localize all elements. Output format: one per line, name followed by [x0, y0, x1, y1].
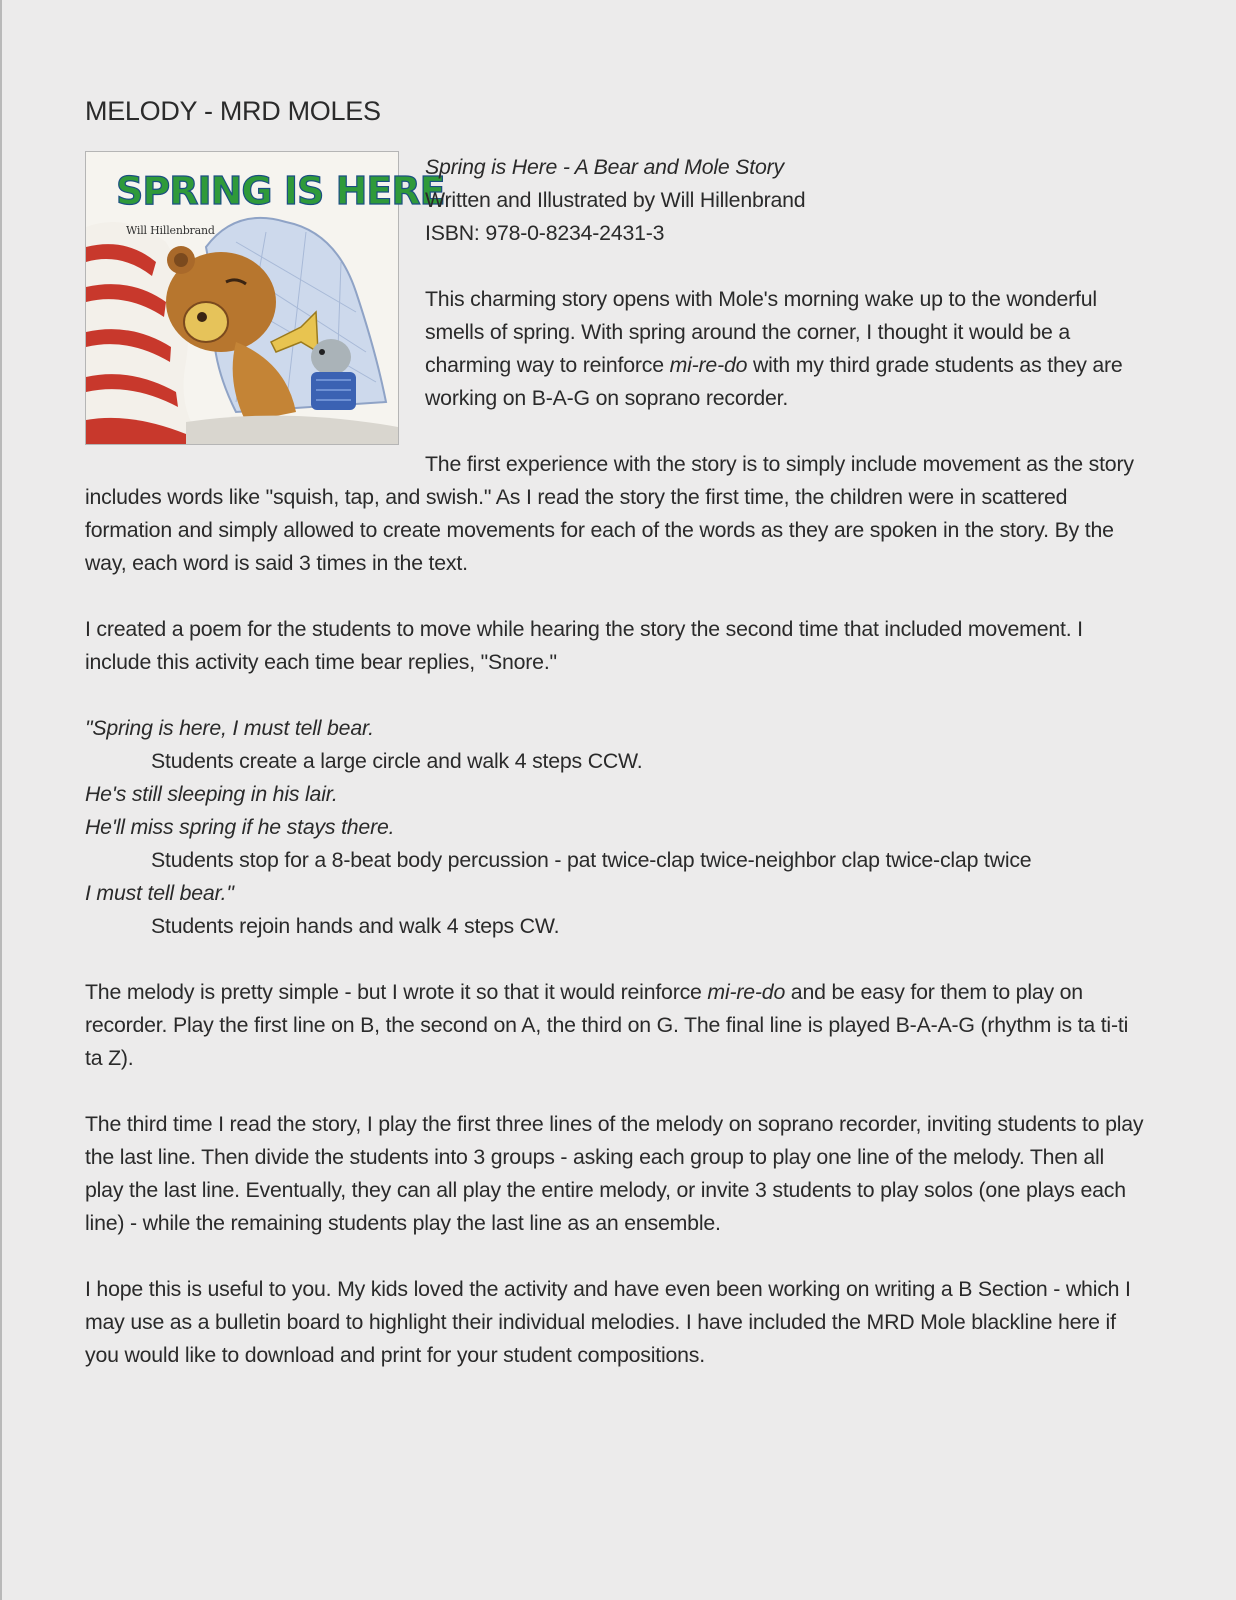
paragraph-closing: I hope this is useful to you. My kids loved the activity and have even been working on writing a B Section - which I may use as a bulletin board to highlight their individual melodies. I have included the MRD Mole blackline here if you would like to download and print for your student compositions.: [85, 1277, 1131, 1367]
paragraph-melody: [85, 976, 1145, 1075]
book-cover-image: [85, 151, 445, 445]
book-isbn: ISBN: 978-0-8234-2431-3: [425, 221, 665, 245]
book-cover-illustration: [86, 152, 445, 444]
cover-title-text: SPRING IS HERE: [116, 169, 445, 213]
poem-line-3: He'll miss spring if he stays there.: [85, 815, 395, 839]
poem-line-4: I must tell bear.": [85, 881, 234, 905]
poem-instruction-3: Students rejoin hands and walk 4 steps CW.: [151, 914, 560, 938]
paragraph-melody-emphasis: mi-re-do: [707, 980, 786, 1004]
paragraph-third-time: The third time I read the story, I play the first three lines of the melody on soprano recorder, inviting students to play the last line. Then divide the students into 3 groups - asking each group to play one line of the melody. Then all play the last line. Eventually, they can all play the entire melody, or invite 3 students to play solos (one plays each line) - while the remaining students play the last line as an ensemble.: [85, 1112, 1144, 1235]
book-title: Spring is Here - A Bear and Mole Story: [425, 155, 784, 179]
paragraph-melody-text-b: and be easy for them to play on recorder. Play the first line on B, the second on A, the third on G. The final line is played B-A-A-G (rhythm is ta ti-ti ta Z).: [85, 980, 1129, 1070]
poem-instruction-1: Students create a large circle and walk 4 steps CCW.: [151, 749, 643, 773]
cover-author-text: Will Hillenbrand: [126, 224, 215, 237]
poem-instruction-2: [85, 844, 1145, 877]
paragraph-intro-text-a: This charming story opens with Mole's morning wake up to the wonderful smells of spring. With spring around the corner, I thought it would be a charming way to reinforce: [425, 287, 1097, 377]
poem: [85, 712, 1145, 943]
paragraph-intro-emphasis: mi-re-do: [669, 353, 748, 377]
poem-instruction-2-text: Students stop for a 8-beat body percussion - pat twice-clap twice-neighbor clap twice-clap twice: [151, 848, 1032, 872]
document-body: [85, 96, 1145, 1405]
page-edge: [0, 0, 2, 1600]
article-text: [85, 151, 1145, 1372]
book-byline: Written and Illustrated by Will Hillenbrand: [425, 188, 806, 212]
paragraph-intro-text-b: with my third grade students as they are working on B-A-G on soprano recorder.: [425, 353, 1123, 410]
paragraph-first-experience: The first experience with the story is to simply include movement as the story includes words like "squish, tap, and swish." As I read the story the first time, the children were in scattered formation and simply allowed to create movements for each of the words as they are spoken in the story. By the way, each word is said 3 times in the text.: [85, 452, 1134, 575]
page-title: MELODY - MRD MOLES: [85, 96, 381, 126]
poem-line-2: He's still sleeping in his lair.: [85, 782, 338, 806]
paragraph-melody-text-a: The melody is pretty simple - but I wrote it so that it would reinforce: [85, 980, 708, 1004]
paragraph-poem-intro: I created a poem for the students to move while hearing the story the second time that included movement. I include this activity each time bear replies, "Snore.": [85, 617, 1083, 674]
poem-line-1: "Spring is here, I must tell bear.: [85, 716, 374, 740]
